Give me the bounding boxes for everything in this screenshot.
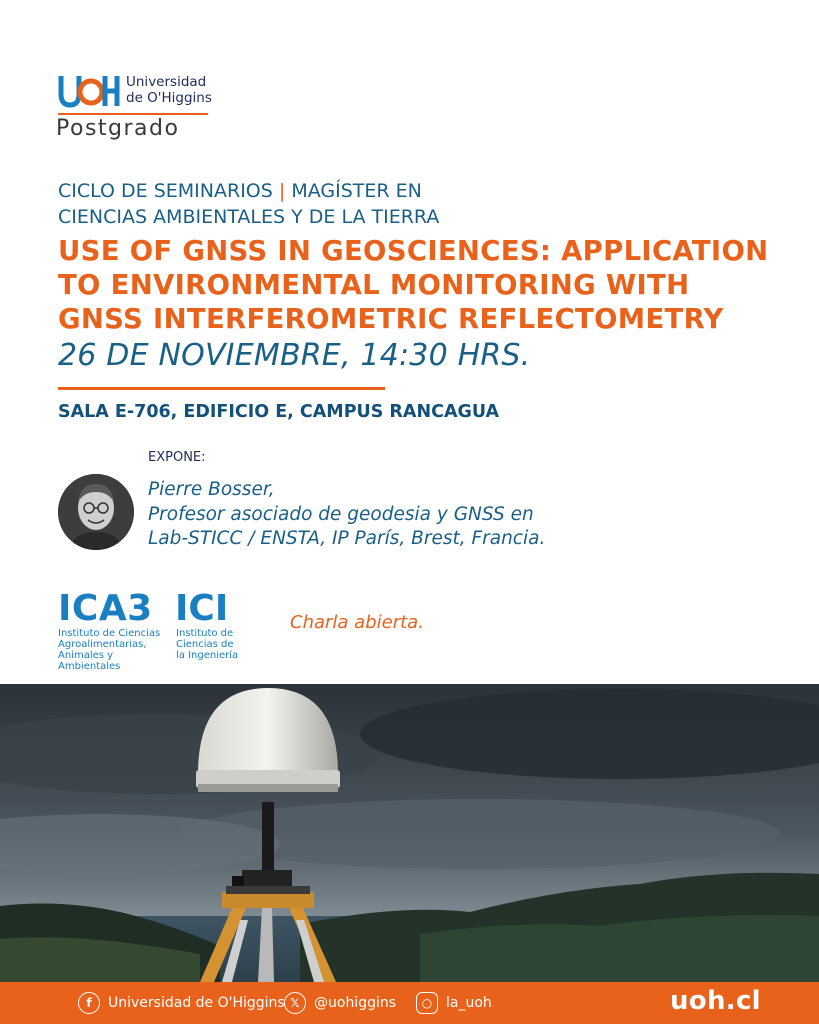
uoh-logo-mark bbox=[58, 74, 120, 108]
speaker-avatar bbox=[58, 474, 134, 550]
open-talk-note: Charla abierta. bbox=[290, 612, 424, 633]
ica3-line3: Animales y bbox=[58, 650, 114, 661]
facebook-icon: f bbox=[78, 992, 100, 1014]
instagram-handle: la_uoh bbox=[446, 995, 492, 1011]
ici-line3: la Ingeniería bbox=[176, 650, 239, 661]
x-handle: @uohiggins bbox=[314, 995, 397, 1011]
x-link[interactable] bbox=[284, 982, 396, 1024]
postgrado-label: Postgrado bbox=[56, 116, 180, 141]
university-line1: Universidad bbox=[126, 74, 207, 90]
website-link[interactable]: uoh.cl bbox=[670, 986, 761, 1016]
ici-logo-acronym: ICI bbox=[175, 588, 229, 629]
university-line2: de O'Higgins bbox=[126, 90, 212, 106]
ica3-logo-text bbox=[58, 628, 168, 672]
ici-line1: Instituto de bbox=[176, 628, 234, 639]
ica3-line2: Agroalimentarias, bbox=[58, 639, 147, 650]
speaker-info bbox=[148, 478, 788, 552]
talk-title-line3: GNSS INTERFEROMETRIC REFLECTOMETRY bbox=[58, 303, 724, 335]
x-icon: 𝕏 bbox=[284, 992, 306, 1014]
talk-title-line1: USE OF GNSS IN GEOSCIENCES: APPLICATION bbox=[58, 235, 769, 267]
instagram-link[interactable] bbox=[416, 982, 492, 1024]
talk-title bbox=[58, 234, 788, 336]
ica3-line4: Ambientales bbox=[58, 661, 121, 672]
university-name bbox=[126, 74, 212, 106]
logo-divider bbox=[58, 113, 208, 115]
ica3-logo-acronym: ICA3 bbox=[58, 588, 153, 629]
speaker-role-line1: Profesor asociado de geodesia y GNSS en bbox=[148, 503, 534, 525]
seminar-series bbox=[58, 178, 778, 230]
ica3-line1: Instituto de Ciencias bbox=[58, 628, 161, 639]
program-name-line2: CIENCIAS AMBIENTALES Y DE LA TIERRA bbox=[58, 206, 440, 228]
speaker-label: EXPONE: bbox=[148, 450, 206, 465]
facebook-handle: Universidad de O'Higgins bbox=[108, 995, 285, 1011]
speaker-name: Pierre Bosser, bbox=[148, 479, 275, 500]
series-name: CICLO DE SEMINARIOS bbox=[58, 180, 273, 202]
date-underline bbox=[58, 387, 385, 390]
talk-title-line2: TO ENVIRONMENTAL MONITORING WITH bbox=[58, 269, 690, 301]
talk-venue: SALA E-706, EDIFICIO E, CAMPUS RANCAGUA bbox=[58, 402, 500, 422]
series-separator: | bbox=[278, 180, 286, 202]
ici-logo-text bbox=[176, 628, 256, 661]
talk-date: 26 DE NOVIEMBRE, 14:30 HRS. bbox=[58, 338, 531, 373]
gnss-antenna-photo bbox=[0, 684, 819, 982]
program-name: MAGÍSTER EN bbox=[291, 180, 422, 202]
facebook-link[interactable] bbox=[78, 982, 285, 1024]
instagram-icon: ○ bbox=[416, 992, 438, 1014]
ici-line2: Ciencias de bbox=[176, 639, 234, 650]
speaker-role-line2: Lab-STICC / ENSTA, IP París, Brest, Francia. bbox=[148, 528, 546, 549]
